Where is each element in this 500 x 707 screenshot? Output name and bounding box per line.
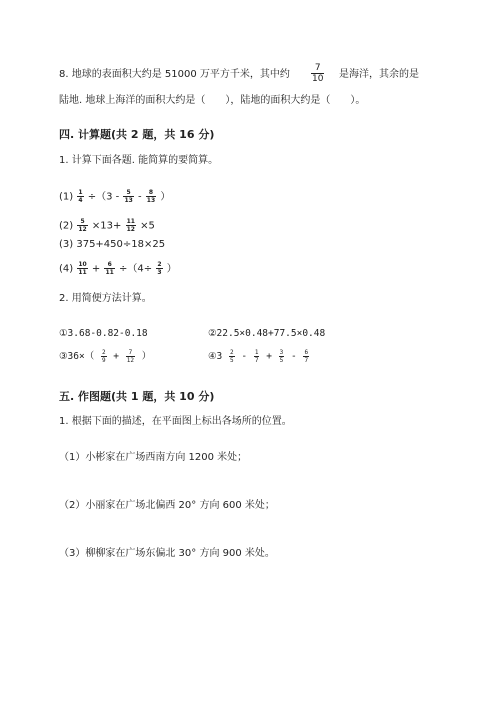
fraction-numerator: 2 [230,349,234,356]
circled-number: ④ [208,351,217,362]
fraction-denominator: 3 [157,269,162,276]
problem-label: (4) [59,263,74,275]
calc-text: 36×（ [67,351,95,362]
drawing-item-2: （2）小丽家在广场北偏西 20° 方向 600 米处； [59,500,275,511]
problem-label: (1) [59,191,74,203]
fraction-denominator: 10 [312,74,324,84]
fraction-numerator: 11 [126,218,135,225]
fraction-denominator: 12 [126,357,134,364]
fraction-numerator: 2 [157,261,162,268]
problem-text: ÷（4÷ [119,263,153,275]
section4-title: 四. 计算题(共 2 题，共 16 分) [59,128,215,141]
fraction-denominator: 11 [78,269,87,276]
problem-text: ÷（3 - [87,191,120,203]
fraction-numerator: 1 [254,349,259,356]
problem-3: (3) 375+450÷18×25 [59,239,166,250]
calc-3 [59,349,151,364]
fraction-denominator: 12 [78,226,87,233]
circled-number: ③ [59,351,68,362]
section5-title: 五. 作图题(共 1 题，共 10 分) [59,390,215,403]
problem-text: ） [160,191,171,203]
calc-text: + [113,351,120,362]
fraction-denominator: 7 [254,357,259,364]
q8-text-b: 是海洋，其余的是 [339,69,419,80]
calc-4 [208,349,310,364]
fraction-numerator: 6 [304,349,309,356]
fraction-numerator: 3 [279,349,284,356]
problem-text: ×13+ [91,220,122,232]
problem-text: ） [166,263,177,275]
problem-text: - [138,191,142,203]
calc-text: 3 [216,351,223,362]
drawing-item-3: （3）柳柳家在广场东偏北 30° 方向 900 米处。 [59,548,275,559]
fraction-denominator: 11 [105,269,114,276]
fraction-numerator: 1 [78,189,83,196]
problem-text: + [91,263,101,275]
fraction-denominator: 7 [304,357,309,364]
problem-text: ×5 [140,220,155,232]
fraction-denominator: 13 [146,197,156,204]
fraction-denominator: 9 [101,357,106,364]
q8-line2: 陆地. 地球上海洋的面积大约是（ ），陆地的面积大约是（ ）。 [59,95,366,106]
calc-text: 22.5×0.48+77.5×0.48 [216,328,326,339]
drawing-item-1: （1）小彬家在广场西南方向 1200 米处； [59,452,248,463]
q8-text-a: 8. 地球的表面积大约是 51000 万平方千米，其中约 [59,69,290,80]
calc-1 [59,328,148,340]
q8-fraction [310,63,325,84]
fraction-numerator: 5 [126,189,131,196]
problem-2 [59,218,155,233]
problem-1 [59,189,170,204]
fraction-numerator: 2 [101,349,106,356]
fraction-denominator: 13 [124,197,133,204]
fraction-numerator: 7 [128,349,133,356]
fraction-denominator: 5 [279,357,284,364]
q8-line1 [59,69,290,81]
fraction-denominator: 12 [126,226,135,233]
fraction-numerator: 6 [107,261,112,268]
fraction-numerator: 7 [314,63,321,73]
fraction-denominator: 5 [230,357,234,364]
calc-text: ） [141,351,152,362]
calc-text: 3.68-0.82-0.18 [67,328,148,339]
fraction-numerator: 10 [78,261,87,268]
circled-number: ① [59,328,68,339]
problem-label: (2) [59,220,74,232]
section4-q2-title: 2. 用简便方法计算。 [59,293,152,304]
fraction-numerator: 8 [148,189,154,196]
q8-line1-end [339,69,419,81]
problem-4 [59,261,177,276]
calc-text: - [241,351,248,362]
fraction-numerator: 5 [80,218,85,225]
fraction-denominator: 4 [78,197,83,204]
calc-2 [208,328,325,340]
calc-text: - [291,351,297,362]
circled-number: ② [208,328,217,339]
section4-q1-title: 1. 计算下面各题. 能简算的要简算。 [59,155,219,166]
section5-q1-title: 1. 根据下面的描述，在平面图上标出各场所的位置。 [59,416,292,427]
calc-text: + [266,351,272,362]
